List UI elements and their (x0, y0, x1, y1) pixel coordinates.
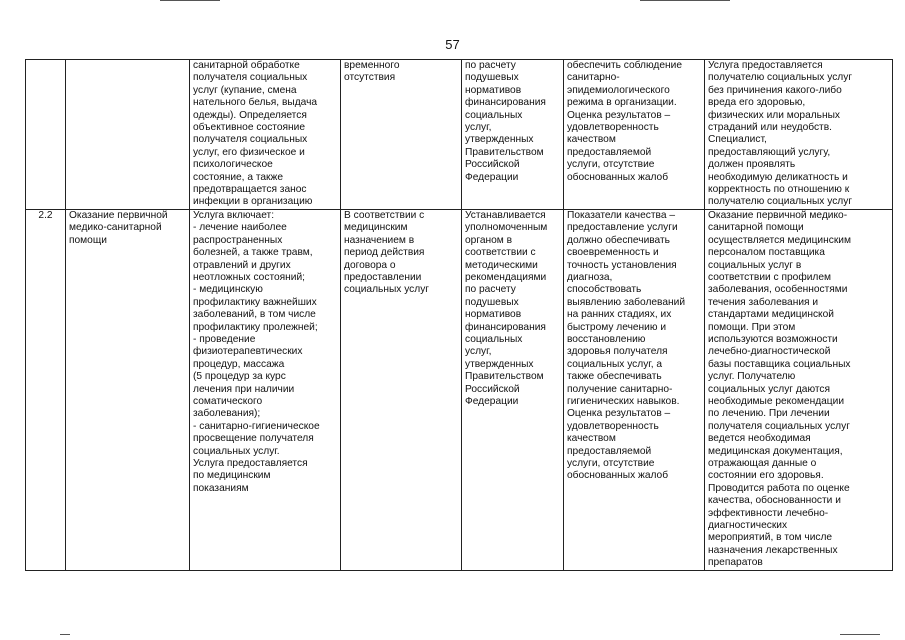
scan-edge-line (840, 634, 880, 635)
cell-service-conditions: Услуга предоставляется получателю социальных услуг без причинения какого-либо вреда его здоровью, физических или моральных страданий или неудобств. Специалист, предоставляющий услугу, должен проявлять необходимую деликатность и корректность по отношению к получателю социальных услуг (705, 60, 893, 210)
scan-edge-line (640, 0, 730, 1)
cell-service-timing: временного отсутствия (341, 60, 462, 210)
cell-service-conditions: Оказание первичной медико- санитарной помощи осуществляется медицинским персоналом поставщика социальных услуг в соответствии с профилем заболевания, особенностями течения заболевания и стандартами медицинской помощи. При этом используются возможности лечебно-диагностической базы поставщика социальных услуг. Получателю социальных услуг даются необходимые рекомендации по лечению. При лечении получателя социальных услуг ведется необходимая медицинская документация, отражающая данные о состоянии его здоровья. Проводится работа по оценке качества, обоснованности и эффективности лечебно- диагностических мероприятий, в том числе назначения лекарственных препаратов (705, 209, 893, 570)
table-row (26, 209, 893, 570)
cell-service-timing: В соответствии с медицинским назначением в период действия договора о предоставлении социальных услуг (341, 209, 462, 570)
services-table (25, 59, 893, 571)
cell-service-name (66, 60, 190, 210)
cell-funding-norms: по расчету подушевых нормативов финансирования социальных услуг, утвержденных Правительством Российской Федерации (462, 60, 564, 210)
page-number: 57 (445, 37, 460, 52)
cell-service-description: Услуга включает: - лечение наиболее распространенных болезней, а также травм, отравлений и других неотложных состояний; - медицинскую профилактику важнейших заболеваний, в том числе профилактику пролежней; - проведение физиотерапевтических процедур, массажа (5 процедур за курс лечения при наличии соматического заболевания); - санитарно-гигиеническое просвещение получателя социальных услуг. Услуга предоставляется по медицинским показаниям (190, 209, 341, 570)
cell-quality-indicators: обеспечить соблюдение санитарно- эпидемиологического режима в организации. Оценка результатов – удовлетворенность качеством предоставляемой услуги, отсутствие обоснованных жалоб (564, 60, 705, 210)
scan-edge-line (60, 634, 70, 635)
cell-funding-norms: Устанавливается уполномоченным органом в соответствии с методическими рекомендациями по расчету подушевых нормативов финансирования социальных услуг, утвержденных Правительством Российской Федерации (462, 209, 564, 570)
table-row (26, 60, 893, 210)
cell-service-description: санитарной обработке получателя социальных услуг (купание, смена нательного белья, выдача одежды). Определяется объективное состояние получателя социальных услуг, его физическое и психологическое состояние, а также предотвращается занос инфекции в организацию (190, 60, 341, 210)
cell-number: 2.2 (26, 209, 66, 570)
cell-quality-indicators: Показатели качества – предоставление услуги должно обеспечивать своевременность и точность установления диагноза, способствовать выявлению заболеваний на ранних стадиях, их быстрому лечению и восстановлению здоровья получателя социальных услуг, а также обеспечивать получение санитарно- гигиенических навыков. Оценка результатов – удовлетворенность качеством предоставляемой услуги, отсутствие обоснованных жалоб (564, 209, 705, 570)
scan-edge-line (160, 0, 220, 1)
cell-number (26, 60, 66, 210)
cell-service-name: Оказание первичной медико-санитарной помощи (66, 209, 190, 570)
